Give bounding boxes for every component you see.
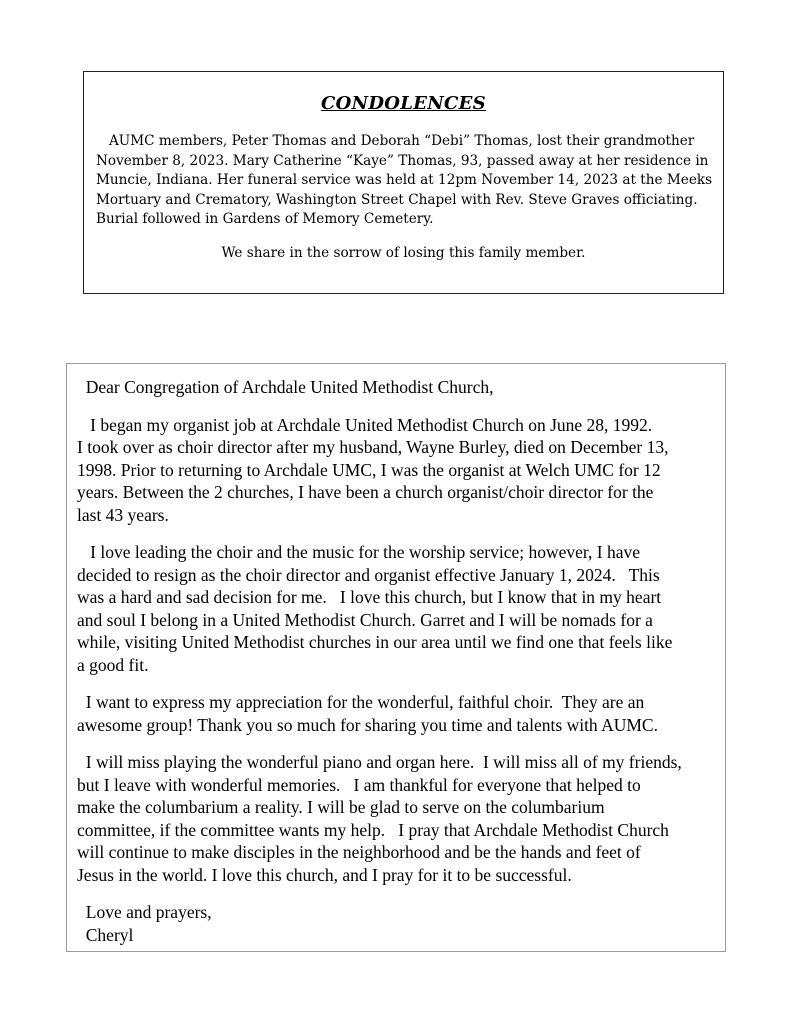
letter-signature: Cheryl: [77, 924, 134, 945]
letter-line: Jesus in the world. I love this church, and I pray for it to be successful.: [77, 864, 572, 885]
condolences-line: November 8, 2023. Mary Catherine “Kaye” Thomas, 93, passed away at her residence in: [96, 152, 709, 169]
letter-box: [66, 363, 726, 952]
letter-line: decided to resign as the choir director and organist effective January 1, 2024. This: [77, 564, 660, 585]
condolences-line: AUMC members, Peter Thomas and Deborah “Debi” Thomas, lost their grandmother: [96, 133, 695, 149]
condolences-title: CONDOLENCES: [321, 93, 486, 114]
letter-paragraph-1: [77, 414, 722, 527]
letter-paragraph-2: [77, 541, 722, 676]
condolences-line: Mortuary and Crematory, Washington Street Chapel with Rev. Steve Graves officiating.: [96, 191, 698, 208]
letter-line: last 43 years.: [77, 504, 169, 525]
letter-body: [77, 376, 722, 946]
letter-line: and soul I belong in a United Methodist Church. Garret and I will be nomads for a: [77, 609, 653, 630]
letter-signoff: Love and prayers,: [77, 902, 212, 922]
condolences-closing: We share in the sorrow of losing this family member.: [221, 245, 586, 261]
condolences-line: Muncie, Indiana. Her funeral service was held at 12pm November 14, 2023 at the Meeks: [96, 172, 713, 188]
letter-line: but I leave with wonderful memories. I am thankful for everyone that helped to: [77, 774, 641, 795]
letter-line: I love leading the choir and the music for the worship service; however, I have: [77, 542, 640, 562]
condolences-box: [83, 71, 724, 294]
letter-line: awesome group! Thank you so much for sharing you time and talents with AUMC.: [77, 714, 658, 735]
letter-greeting: Dear Congregation of Archdale United Methodist Church,: [77, 377, 494, 397]
letter-line: a good fit.: [77, 654, 149, 675]
letter-line: committee, if the committee wants my help. I pray that Archdale Methodist Church: [77, 819, 669, 840]
letter-line: I took over as choir director after my husband, Wayne Burley, died on December 13,: [77, 437, 669, 457]
letter-paragraph-3: [77, 691, 722, 736]
letter-line: while, visiting United Methodist churches in our area until we find one that feels like: [77, 632, 673, 652]
condolences-line: Burial followed in Gardens of Memory Cemetery.: [96, 211, 434, 227]
letter-line: I want to express my appreciation for the wonderful, faithful choir. They are an: [77, 692, 645, 712]
letter-line: years. Between the 2 churches, I have been a church organist/choir director for the: [77, 482, 654, 502]
letter-paragraph-4: [77, 751, 722, 886]
letter-line: 1998. Prior to returning to Archdale UMC, I was the organist at Welch UMC for 12: [77, 459, 661, 480]
letter-line: I will miss playing the wonderful piano and organ here. I will miss all of my friends,: [77, 752, 682, 772]
letter-line: was a hard and sad decision for me. I love this church, but I know that in my heart: [77, 587, 662, 607]
letter-line: I began my organist job at Archdale United Methodist Church on June 28, 1992.: [77, 414, 653, 435]
letter-line: will continue to make disciples in the neighborhood and be the hands and feet of: [77, 842, 641, 862]
condolences-body: [96, 132, 716, 230]
letter-line: make the columbarium a reality. I will be glad to serve on the columbarium: [77, 797, 605, 817]
